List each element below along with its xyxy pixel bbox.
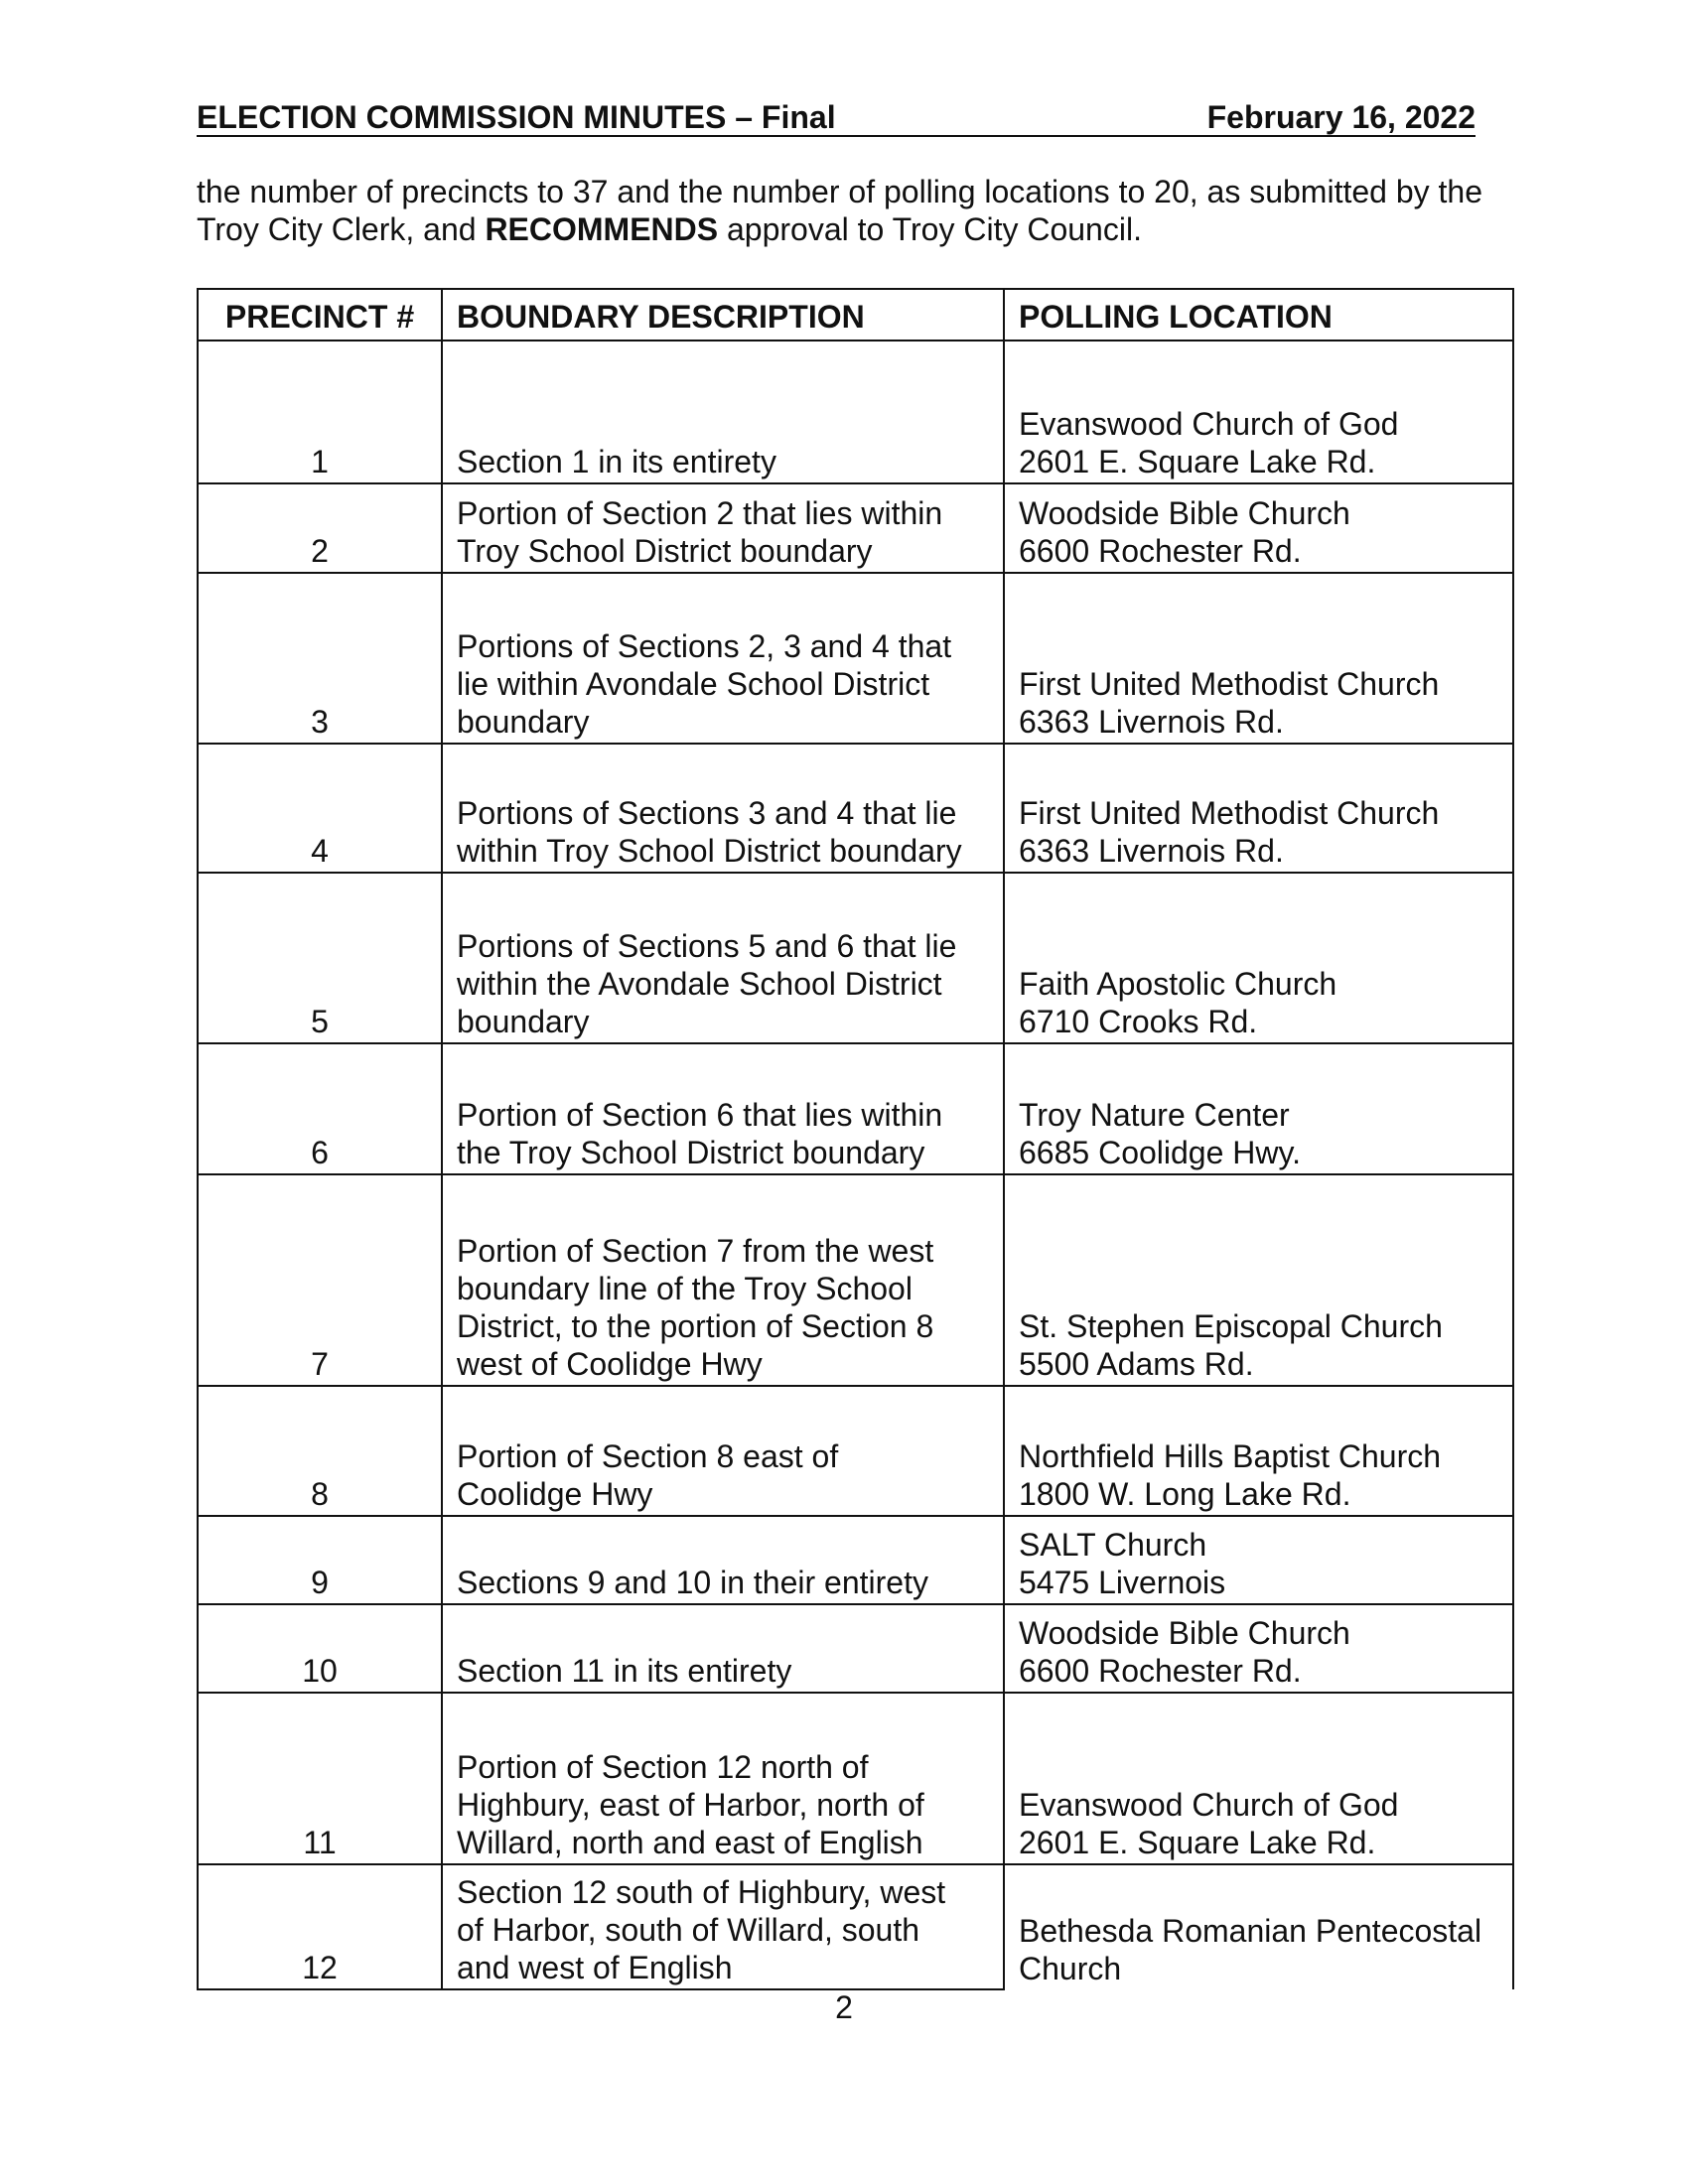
intro-bold-text: RECOMMENDS xyxy=(485,211,719,247)
boundary-description: Sections 9 and 10 in their entirety xyxy=(442,1516,1004,1604)
page-number: 2 xyxy=(835,1989,853,2025)
precinct-number: 10 xyxy=(198,1604,442,1693)
polling-location: St. Stephen Episcopal Church 5500 Adams Rd. xyxy=(1004,1174,1513,1386)
document-date: February 16, 2022 xyxy=(1206,99,1476,135)
precinct-number: 7 xyxy=(198,1174,442,1386)
intro-text-before: the number of precincts to 37 and the number of polling locations to 20, as submitted by the Troy City Clerk, and xyxy=(197,174,1482,247)
table-row xyxy=(198,341,1513,483)
polling-location: Evanswood Church of God 2601 E. Square Lake Rd. xyxy=(1004,1693,1513,1864)
precinct-table xyxy=(197,288,1514,1990)
header-boundary: BOUNDARY DESCRIPTION xyxy=(442,289,1004,341)
boundary-description: Section 12 south of Highbury, west of Harbor, south of Willard, south and west of English xyxy=(442,1864,1004,1989)
boundary-description: Section 1 in its entirety xyxy=(442,341,1004,483)
polling-location: SALT Church 5475 Livernois xyxy=(1004,1516,1513,1604)
boundary-description: Section 11 in its entirety xyxy=(442,1604,1004,1693)
table-row xyxy=(198,573,1513,744)
intro-paragraph xyxy=(197,173,1487,248)
polling-location: Woodside Bible Church 6600 Rochester Rd. xyxy=(1004,1604,1513,1693)
header-precinct: PRECINCT # xyxy=(198,289,442,341)
boundary-description: Portion of Section 2 that lies within Troy School District boundary xyxy=(442,483,1004,573)
precinct-number: 1 xyxy=(198,341,442,483)
table-row xyxy=(198,1693,1513,1864)
table-row xyxy=(198,1043,1513,1174)
precinct-number: 11 xyxy=(198,1693,442,1864)
table-row xyxy=(198,1386,1513,1516)
polling-location: Troy Nature Center 6685 Coolidge Hwy. xyxy=(1004,1043,1513,1174)
polling-location: Northfield Hills Baptist Church 1800 W. Long Lake Rd. xyxy=(1004,1386,1513,1516)
precinct-number: 2 xyxy=(198,483,442,573)
page-header xyxy=(197,95,1476,137)
precinct-number: 4 xyxy=(198,744,442,873)
precinct-number: 5 xyxy=(198,873,442,1043)
polling-location: First United Methodist Church 6363 Livernois Rd. xyxy=(1004,744,1513,873)
polling-location: Woodside Bible Church 6600 Rochester Rd. xyxy=(1004,483,1513,573)
precinct-number: 3 xyxy=(198,573,442,744)
polling-location: Bethesda Romanian Pentecostal Church xyxy=(1004,1864,1513,1989)
polling-location: First United Methodist Church 6363 Livernois Rd. xyxy=(1004,573,1513,744)
table-row xyxy=(198,1174,1513,1386)
polling-location: Evanswood Church of God 2601 E. Square Lake Rd. xyxy=(1004,341,1513,483)
intro-text-after: approval to Troy City Council. xyxy=(718,211,1142,247)
boundary-description: Portions of Sections 3 and 4 that lie within Troy School District boundary xyxy=(442,744,1004,873)
table-row xyxy=(198,1516,1513,1604)
table-row xyxy=(198,483,1513,573)
boundary-description: Portions of Sections 5 and 6 that lie within the Avondale School District boundary xyxy=(442,873,1004,1043)
header-location: POLLING LOCATION xyxy=(1004,289,1513,341)
boundary-description: Portion of Section 8 east of Coolidge Hwy xyxy=(442,1386,1004,1516)
table-row xyxy=(198,744,1513,873)
precinct-number: 9 xyxy=(198,1516,442,1604)
table-row xyxy=(198,1864,1513,1989)
boundary-description: Portion of Section 7 from the west boundary line of the Troy School District, to the portion of Section 8 west of Coolidge Hwy xyxy=(442,1174,1004,1386)
precinct-number: 12 xyxy=(198,1864,442,1989)
polling-location: Faith Apostolic Church 6710 Crooks Rd. xyxy=(1004,873,1513,1043)
table-row xyxy=(198,873,1513,1043)
precinct-number: 6 xyxy=(198,1043,442,1174)
boundary-description: Portions of Sections 2, 3 and 4 that lie within Avondale School District boundary xyxy=(442,573,1004,744)
table-row xyxy=(198,1604,1513,1693)
table-header-row xyxy=(198,289,1513,341)
boundary-description: Portion of Section 12 north of Highbury, east of Harbor, north of Willard, north and east of English xyxy=(442,1693,1004,1864)
precinct-number: 8 xyxy=(198,1386,442,1516)
boundary-description: Portion of Section 6 that lies within the Troy School District boundary xyxy=(442,1043,1004,1174)
document-title: ELECTION COMMISSION MINUTES – Final xyxy=(197,99,836,135)
